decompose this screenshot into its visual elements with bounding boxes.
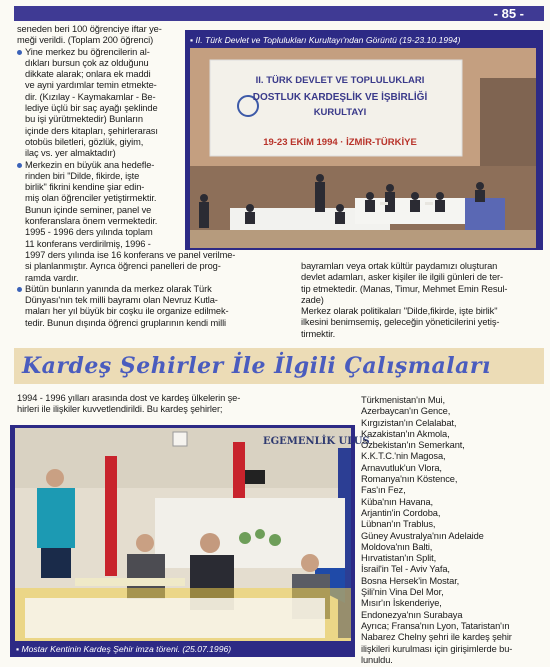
text-line: devlet adamları, asker kişiler ile ilgili günleri de ter-	[301, 272, 504, 283]
text-line: Yine merkez bu öğrencilerin al-	[25, 46, 150, 57]
city-list-item: Kazakistan'ın Akmola,	[361, 428, 450, 439]
text-line: 11 konferans verdirilmiş, 1996 -	[25, 238, 151, 249]
text-line: miş olan öğrenciler yetiştirmektir.	[25, 193, 157, 204]
mostar-signing-photo	[15, 428, 370, 641]
text-line: Dünyası'nın tek milli bayramı olan Nevruz Kutla-	[25, 295, 218, 306]
turkish-flag-left	[105, 456, 117, 576]
text-line: Merkez olarak politikaları "Dilde,fikirde, işte birlik"	[301, 306, 498, 317]
text-line: içinde ders kitapları, şehirlerarası	[25, 125, 158, 136]
city-list-item: Endonezya'nın Surabaya	[361, 609, 463, 620]
page-number: - 85 -	[493, 6, 524, 21]
photo1-caption-text: II. Türk Devlet ve Toplulukları Kurultayı'ndan Görüntü (19-23.10.1994)	[195, 35, 461, 45]
text-line: meği verildi. (Toplam 200 öğrenci)	[17, 35, 154, 46]
text-line: dikkate alarak; onlara ek maddi	[25, 69, 151, 80]
city-list-item: Küba'nın Havana,	[361, 496, 434, 507]
mostar-photo-illustration	[15, 428, 370, 641]
photo2-caption-text: Mostar Kentinin Kardeş Şehir imza töreni. (25.07.1996)	[21, 644, 232, 654]
text-line: bayramları veya ortak kültür paydamızı oluşturan	[301, 261, 498, 271]
photo2-caption: ▪ Mostar Kentinin Kardeş Şehir imza töreni. (25.07.1996)	[16, 644, 232, 654]
right-column-text	[301, 261, 545, 340]
left-paragraph	[17, 47, 200, 160]
city-list-item: Lübnan'ın Trablus,	[361, 519, 436, 530]
city-list-item: Moldova'nın Balti,	[361, 541, 433, 552]
city-list-item: Arnavutluk'un Vlora,	[361, 462, 442, 473]
text-line: seneden beri 100 öğrenciye iftar ye-	[17, 24, 162, 34]
left-paragraph	[17, 159, 236, 284]
city-list-item: Bosna Hersek'in Mostar,	[361, 575, 460, 586]
text-line: ve ayni yardımlar temin etmekte-	[25, 80, 157, 91]
podium	[465, 198, 505, 234]
text-line: ilkesini benimsemiş, geleceğin yöneticilerini yetiş-	[301, 317, 500, 328]
text-line: konferanslara önem vermektedir.	[25, 216, 158, 227]
city-list-item: K.K.T.C.'nin Magosa,	[361, 451, 446, 462]
text-line: lediye üçlü bir saç ayağı şeklinde	[25, 103, 158, 114]
text-line: otobüs biletleri, gözlük, giyim,	[25, 136, 144, 147]
left-paragraph	[17, 283, 229, 329]
city-list-item: Arjantin'in Cordoba,	[361, 507, 441, 518]
banner-line1: II. TÜRK DEVLET VE TOPLULUKLARI	[255, 75, 425, 86]
city-list-item: Romanya'nın Köstence,	[361, 474, 458, 485]
text-line: ilaç vs. yer almaktadır)	[25, 148, 116, 159]
text-line: zade)	[301, 294, 324, 305]
text-line: rinden biri "Dilde, fikirde, işte	[25, 170, 140, 181]
city-list-item: İsrail'in Tel - Aviv Yafa,	[361, 564, 450, 575]
kurultay-photo-illustration	[190, 48, 536, 248]
text-line: 1997 ders yılında ise 16 konferans ve panel verilme-	[25, 249, 236, 260]
banner-line2: DOSTLUK KARDEŞLİK VE İŞBİRLİĞİ	[252, 92, 428, 103]
city-list-item: Azerbaycan'ın Gence,	[361, 406, 451, 417]
city-list-item: Özbekistan'ın Semerkant,	[361, 440, 465, 451]
text-line: Bunun içinde seminer, panel ve	[25, 204, 152, 215]
text-line: tirmektir.	[301, 328, 336, 339]
text-line: Merkezin en büyük ana hedefle-	[25, 159, 155, 170]
city-list-item: Güney Avustralya'nın Adelaide	[361, 530, 484, 541]
text-line: tip etmektedir. (Manas, Timur, Mehmet Emin Resul-	[301, 283, 508, 294]
banner-line4: 19-23 EKİM 1994 · İZMİR-TÜRKİYE	[263, 137, 417, 148]
left-paragraph	[17, 24, 200, 47]
page-header-bar	[14, 6, 544, 21]
photo1-caption: ▪ II. Türk Devlet ve Toplulukları Kurultayı'ndan Görüntü (19-23.10.1994)	[190, 35, 461, 45]
section-title: Kardeş Şehirler İle İlgili Çalışmaları	[22, 353, 491, 379]
text-line: dir. (Kızılay - Kaymakamlar - Be-	[25, 91, 156, 102]
text-line: dıkları bursun çok az olduğunu	[25, 57, 149, 68]
kurultay-photo	[190, 48, 536, 248]
city-list-item: Kırgızistan'ın Celalabat,	[361, 417, 457, 428]
text-line: hirleri ile ilişkiler kuvvetlendirildi. Bu kardeş şehirler;	[17, 404, 223, 415]
text-line: 1994 - 1996 yılları arasında dost ve kardeş ülkelerin şe-	[17, 393, 241, 403]
city-list-item: Nabarez Chelny şehri ile kardeş şehir	[361, 632, 512, 643]
city-list-item: Ayrıca; Fransa'nın Lyon, Tataristan'ın	[361, 620, 510, 631]
banner-line3: KURULTAYI	[313, 107, 367, 118]
text-line: si planlanmıştır. Ayrıca öğrenci panelleri de prog-	[25, 261, 221, 272]
sister-cities-list	[361, 395, 547, 666]
city-list-item: Türkmenistan'ın Mui,	[361, 395, 445, 405]
left-column-text	[17, 24, 236, 329]
text-line: maları her yıl büyük bir coşku ile organize edilmek-	[25, 306, 229, 317]
text-line: 1995 - 1996 ders yılında toplam	[25, 227, 153, 238]
city-list-item: Mısır'ın İskenderiye,	[361, 598, 442, 609]
city-list-item: Hırvatistan'ın Split,	[361, 553, 437, 564]
sister-cities-intro	[17, 393, 357, 416]
city-list-item: Şili'nin Vina Del Mor,	[361, 587, 444, 598]
city-list-item: ilişkileri kurulması için girişimlerde bu-	[361, 643, 513, 654]
text-line: birlik" fikrini kendine şiar edin-	[25, 182, 145, 193]
photo2-wall-sign: EGEMENLİK ULUS	[263, 436, 370, 447]
text-line: tedir. Bunun dışında öğrenci gruplarının kendi milli	[25, 317, 227, 328]
city-list-item: lunuldu.	[361, 654, 393, 665]
text-line: ramda vardır.	[25, 272, 79, 283]
city-list-item: Fas'ın Fez,	[361, 485, 406, 496]
text-line: Bütün bunların yanında da merkez olarak Türk	[25, 283, 212, 294]
text-line: bu işi yürütmektedir) Bunların	[25, 114, 143, 125]
